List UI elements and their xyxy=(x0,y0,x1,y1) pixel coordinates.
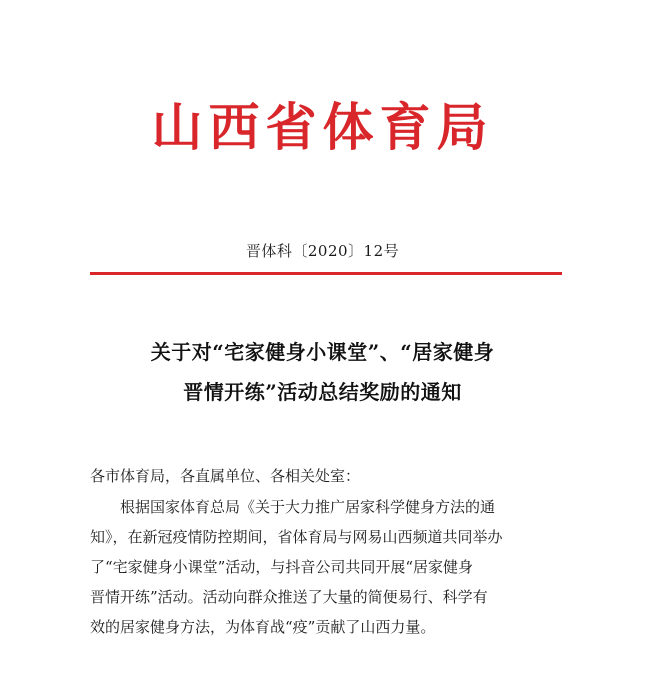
body-paragraph xyxy=(90,492,570,642)
document-number: 晋体科〔2020〕12号 xyxy=(245,242,400,260)
salutation: 各市体育局，各直属单位、各相关处室： xyxy=(90,467,361,485)
body-line: 根据国家体育总局《关于大力推广居家科学健身方法的通 xyxy=(120,498,496,516)
org-header-title: 山西省体育局 xyxy=(151,98,494,158)
body-line: 了“宅家健身小课堂”活动，与抖音公司共同开展“居家健身 xyxy=(90,558,474,576)
red-divider-line xyxy=(90,272,562,275)
body-line: 效的居家健身方法，为体育战“疫”贡献了山西力量。 xyxy=(90,618,436,636)
body-line: 知》，在新冠疫情防控期间，省体育局与网易山西频道共同举办 xyxy=(90,528,503,546)
title-line-1: 关于对“宅家健身小课堂”、“居家健身 xyxy=(150,340,495,364)
body-line: 晋情开练”活动。活动向群众推送了大量的简便易行、科学有 xyxy=(90,588,488,606)
title-line-2: 晋情开练”活动总结奖励的通知 xyxy=(183,380,462,404)
document-title xyxy=(60,332,585,412)
